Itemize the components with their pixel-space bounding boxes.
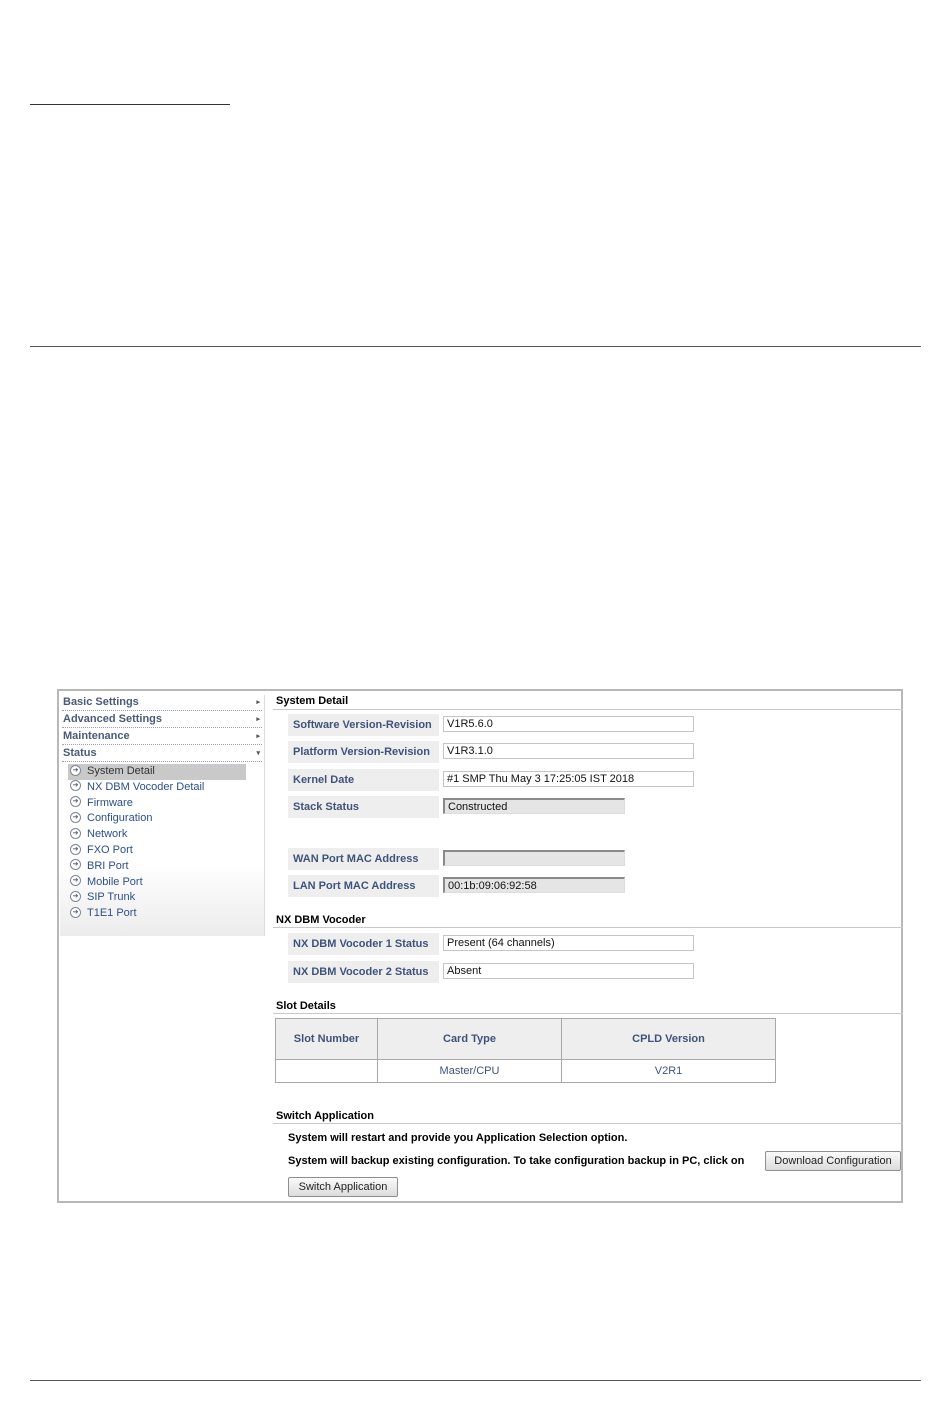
menu-basic-settings[interactable] <box>62 695 262 711</box>
sidebar-item-label: Firmware <box>87 796 133 809</box>
table-row <box>276 1060 776 1083</box>
wan-mac-field <box>443 850 625 866</box>
sidebar-item-label: FXO Port <box>87 843 133 856</box>
section-title-switch-application: Switch Application <box>276 1110 374 1122</box>
menu-maintenance[interactable] <box>62 729 262 745</box>
section-title-system-detail: System Detail <box>276 695 349 707</box>
sidebar-item-t1e1-port[interactable] <box>68 906 246 922</box>
arrow-circle-icon: ➔ <box>70 844 81 855</box>
stack-status-label: Stack Status <box>288 796 439 818</box>
sidebar-item-network[interactable] <box>68 827 246 843</box>
kernel-date-label: Kernel Date <box>288 769 439 791</box>
vocoder2-status-label: NX DBM Vocoder 2 Status <box>288 961 439 983</box>
arrow-circle-icon: ➔ <box>70 812 81 823</box>
arrow-circle-icon: ➔ <box>70 859 81 870</box>
sidebar-item-system-detail[interactable] <box>68 764 246 780</box>
menu-label: Basic Settings <box>63 696 139 708</box>
section-divider <box>273 927 903 928</box>
wan-mac-label: WAN Port MAC Address <box>288 848 439 870</box>
expand-arrow-icon: ▸ <box>256 699 260 706</box>
restart-message: System will restart and provide you Application Selection option. <box>288 1132 628 1144</box>
menu-advanced-settings[interactable] <box>62 712 262 728</box>
footer-rule <box>30 1380 921 1381</box>
stack-status-field: Constructed <box>443 798 625 814</box>
screenshot-frame <box>57 689 903 1203</box>
header-rule <box>30 346 921 347</box>
sidebar-item-configuration[interactable] <box>68 811 246 827</box>
arrow-circle-icon: ➔ <box>70 780 81 791</box>
expand-arrow-icon: ▸ <box>256 733 260 740</box>
sidebar-item-label: BRI Port <box>87 859 129 872</box>
section-divider <box>273 1013 903 1014</box>
table-cell: Master/CPU <box>378 1060 562 1083</box>
arrow-circle-icon: ➔ <box>70 875 81 886</box>
menu-label: Advanced Settings <box>63 713 163 725</box>
table-cell <box>276 1060 378 1083</box>
sidebar-item-sip-trunk[interactable] <box>68 890 246 906</box>
arrow-circle-icon: ➔ <box>70 796 81 807</box>
sidebar-item-bri-port[interactable] <box>68 859 246 875</box>
arrow-circle-icon: ➔ <box>70 828 81 839</box>
backup-message: System will backup existing configuration. To take configuration backup in PC, click on <box>288 1155 745 1167</box>
menu-label: Maintenance <box>63 730 130 742</box>
header-rule-short <box>30 104 230 105</box>
sidebar-item-label: Mobile Port <box>87 875 143 888</box>
sidebar-item-vocoder-detail[interactable] <box>68 780 246 796</box>
vocoder1-status-label: NX DBM Vocoder 1 Status <box>288 933 439 955</box>
software-version-label: Software Version-Revision <box>288 714 439 736</box>
sidebar-item-fxo-port[interactable] <box>68 843 246 859</box>
sidebar-item-label: NX DBM Vocoder Detail <box>87 780 205 793</box>
vocoder2-status-field[interactable]: Absent <box>443 963 694 979</box>
sidebar-item-label: Configuration <box>87 812 153 825</box>
download-configuration-button[interactable]: Download Configuration <box>765 1151 901 1171</box>
sidebar-item-label: SIP Trunk <box>87 891 136 904</box>
slot-details-table <box>275 1018 776 1083</box>
column-header: Slot Number <box>276 1019 378 1060</box>
menu-label: Status <box>63 747 97 759</box>
arrow-circle-icon: ➔ <box>70 765 81 776</box>
lan-mac-field: 00:1b:09:06:92:58 <box>443 877 625 893</box>
lan-mac-label: LAN Port MAC Address <box>288 875 439 897</box>
collapse-arrow-icon: ▾ <box>256 750 260 757</box>
sidebar-nav <box>60 695 265 936</box>
column-header: Card Type <box>378 1019 562 1060</box>
platform-version-field[interactable]: V1R3.1.0 <box>443 743 694 759</box>
column-header: CPLD Version <box>562 1019 776 1060</box>
software-version-field[interactable]: V1R5.6.0 <box>443 716 694 732</box>
arrow-circle-icon: ➔ <box>70 907 81 918</box>
sidebar-item-label: System Detail <box>87 765 155 777</box>
vocoder1-status-field[interactable]: Present (64 channels) <box>443 935 694 951</box>
sidebar-item-label: T1E1 Port <box>87 907 137 920</box>
expand-arrow-icon: ▸ <box>256 716 260 723</box>
section-title-vocoder: NX DBM Vocoder <box>276 914 366 926</box>
section-divider <box>273 1123 903 1124</box>
sidebar-item-label: Network <box>87 828 128 841</box>
section-title-slot-details: Slot Details <box>276 1000 336 1012</box>
kernel-date-field[interactable]: #1 SMP Thu May 3 17:25:05 IST 2018 <box>443 771 694 787</box>
arrow-circle-icon: ➔ <box>70 891 81 902</box>
menu-status[interactable] <box>62 746 262 762</box>
table-cell: V2R1 <box>562 1060 776 1083</box>
sidebar-item-firmware[interactable] <box>68 796 246 812</box>
status-submenu <box>60 764 264 922</box>
switch-application-button[interactable]: Switch Application <box>288 1177 398 1197</box>
section-divider <box>273 709 903 710</box>
sidebar-item-mobile-port[interactable] <box>68 875 246 891</box>
table-header-row <box>276 1019 776 1060</box>
platform-version-label: Platform Version-Revision <box>288 741 439 763</box>
